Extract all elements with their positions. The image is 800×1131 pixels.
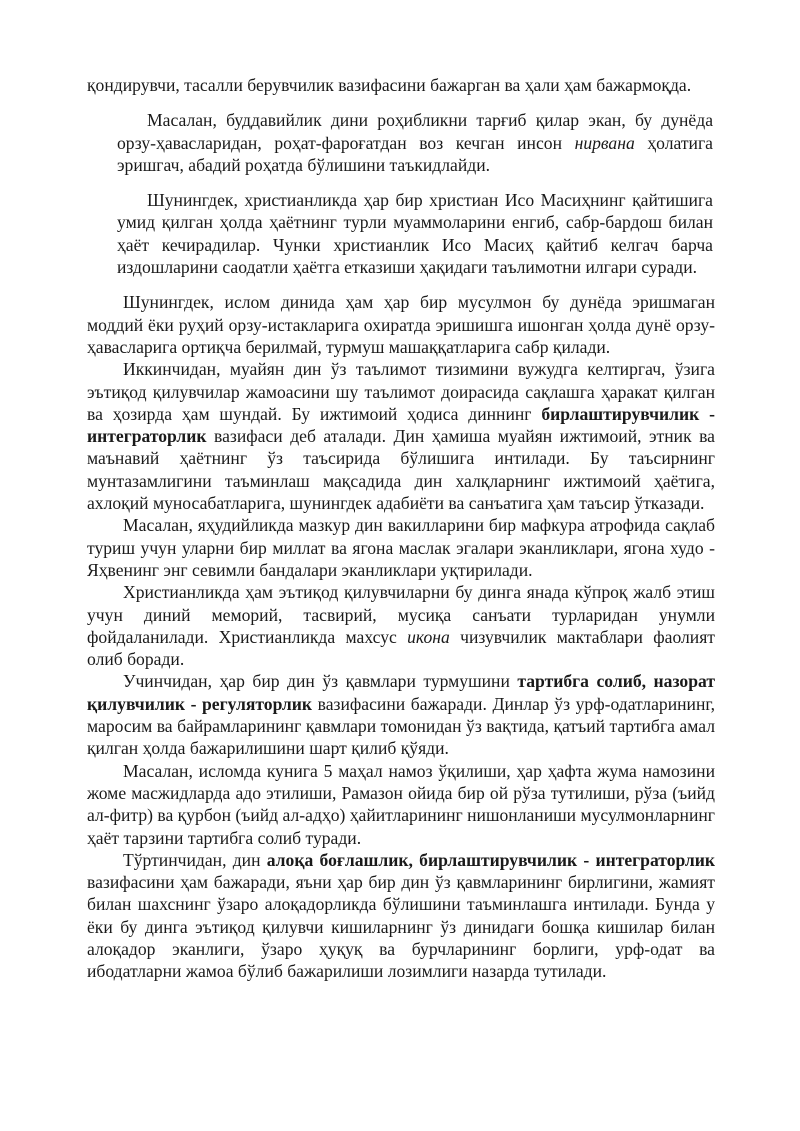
paragraph-islam-example: Шунингдек, ислом динида ҳам ҳар бир мусулмон бу дунёда эришмаган моддий ёки руҳий орзу-истакларига охиратда эришишга ишонган ҳолда дунё орзу-ҳавасларига ортиқча берилмай, турмуш машаққатларига сабр қилади. [87, 292, 715, 357]
spacer [87, 278, 715, 291]
bold-term-regulatory: тартибга солиб, назорат қилувчилик - регуляторлик [87, 671, 715, 714]
italic-term-icon: икона [407, 626, 450, 647]
bold-term-integration: бирлаштирувчилик - интеграторлик [87, 403, 716, 447]
paragraph-integrative-function: Иккинчидан, муайян дин ўз таълимот тизимини вужудга келтиргач, ўзига эътиқод қилувчилар жамоасини шу таълимот доирасида сақлашга ҳаракат қилган ва ҳозирда ҳам шундай. Бу ижтимоий ҳодиса диннинг бирлаштирувчилик - интеграторлик вазифаси деб аталади. Дин ҳамиша муайян ижтимоий, этник ва маънавий ҳаётнинг ўз таъсирида бўлишига интилади. Бу таъсирнинг мунтазамлигини таъминлаш мақсадида дин халқларнинг ижтимоий ҳаётига, ахлоқий муносабатларига, шунингдек адабиёти ва санъатига ҳам таъсир ўтказади. [87, 359, 716, 514]
paragraph-communicative-function: Тўртинчидан, дин алоқа боғлашлик, бирлаштирувчилик - интеграторлик вазифасини ҳам бажаради, яъни ҳар бир дин ўз қавмларининг бирлигини, жамият билан шахснинг ўзаро алоқадорликда бўлишини таъминлашга интилади. Бунда у ёки бу динга эътиқод қилувчи кишиларнинг ўз динидаги бошқа кишилар билан алоқадор эканлиги, ўзаро ҳуқуқ ва бурчларининг борлиги, урф-одат ва ибодатларни жамоа бўлиб бажарилиши лозимлиги назарда тутилади. [87, 849, 715, 982]
paragraph-islam-rituals: Масалан, исломда кунига 5 маҳал намоз ўқилиши, ҳар ҳафта жума намозини жоме масжидларда адо этилиши, Рамазон ойида бир ой рўза тутилиши, рўза (ъийд ал-фитр) ва қурбон (ъийд ал-адҳо) ҳайитларининг нишонланиши мусулмонларнинг ҳаёт тарзини тартибга солиб туради. [87, 760, 715, 848]
paragraph-continuation: қондирувчи, тасалли берувчилик вазифасини бажарган ва ҳали ҳам бажармоқда. [87, 75, 692, 95]
bold-term-communication: алоқа боғлашлик, бирлаштирувчилик - интеграторлик [266, 849, 715, 870]
document-page [87, 74, 715, 983]
paragraph-christianity-example: Шунингдек, христианликда ҳар бир христиан Исо Масиҳнинг қайтишига умид қилган ҳолда ҳаётнинг турли муаммоларини енгиб, сабр-бардош билан ҳаёт кечирадилар. Чунки христианлик Исо Масиҳ қайтиб келгач барча издошларини саодатли ҳаётга етказиши ҳақидаги таълимотни илгари суради. [117, 190, 713, 278]
italic-term-nirvana: нирвана [574, 132, 635, 153]
paragraph-christian-art: Христианликда ҳам эътиқод қилувчиларни бу динга янада кўпроқ жалб этиш учун диний меморий, тасвирий, мусиқа санъати турларидан унумли фойдаланилади. Христианликда махсус икона чизувчилик мактаблари фаолият олиб боради. [87, 582, 715, 670]
spacer [87, 96, 715, 109]
paragraph-regulatory-function: Учинчидан, ҳар бир дин ўз қавмлари турмушини тартибга солиб, назорат қилувчилик - регуляторлик вазифасини бажаради. Динлар ўз урф-одатларининг, маросим ва байрамларининг қавмлари томонидан ўз вақтида, қатъий тартибга амал қилган ҳолда бажарилишини шарт қилиб қўяди. [87, 671, 715, 759]
spacer [87, 176, 715, 189]
paragraph-buddhism-example: Масалан, буддавийлик дини роҳибликни тарғиб қилар экан, бу дунёда орзу-ҳавасларидан, роҳат-фароғатдан воз кечган инсон нирвана ҳолатига эришгач, абадий роҳатда бўлишини таъкидлайди. [117, 110, 713, 175]
paragraph-judaism-example: Масалан, яҳудийликда мазкур дин вакилларини бир мафкура атрофида сақлаб туриш учун уларни бир миллат ва ягона маслак эгалари эканликлари, ягона худо - Яҳвенинг энг севимли бандалари эканликлари уқтирилади. [87, 515, 715, 580]
